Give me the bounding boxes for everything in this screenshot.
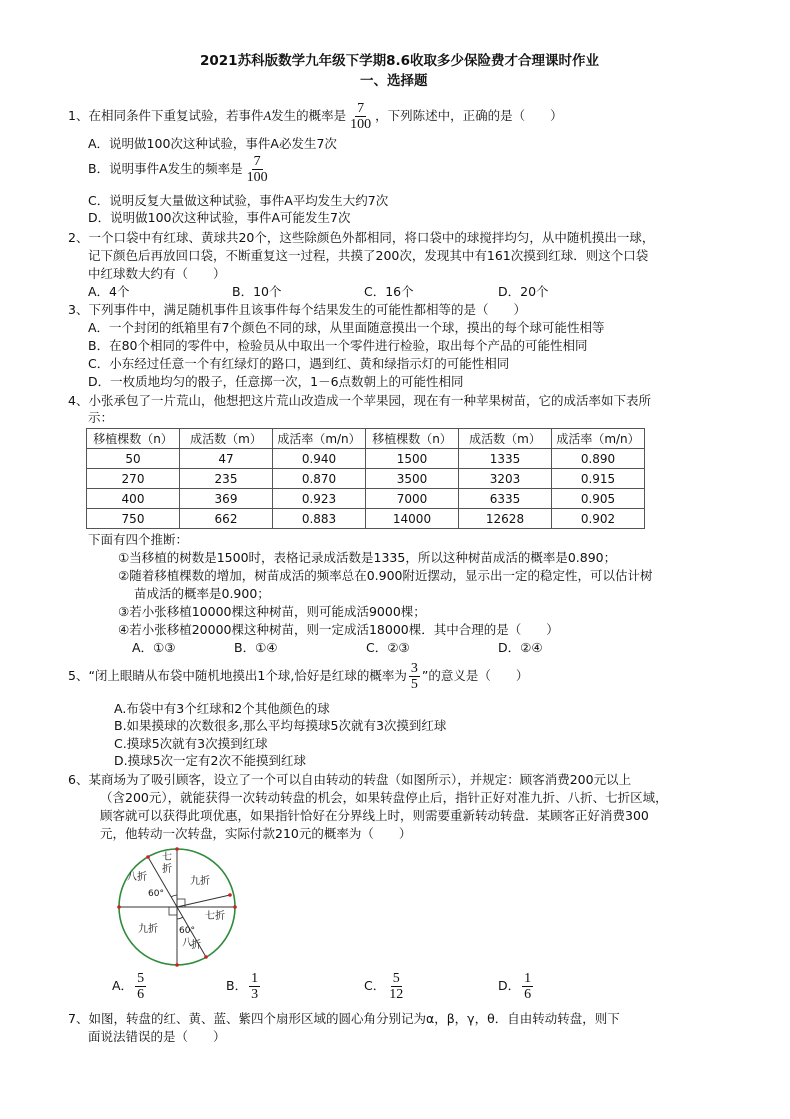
q4-option-a: A．①③	[132, 640, 176, 655]
boundary-point	[204, 955, 208, 959]
table-cell: 400	[87, 489, 180, 509]
q4-option-d: D．②④	[498, 640, 543, 655]
question-2-line-1: 2、一个口袋中有红球、黄球共20个，这些除颜色外都相同，将口袋中的球搅拌均匀，从中随机摸出一球，	[68, 230, 655, 245]
wheel-label-ba-bottom: 折	[191, 940, 201, 951]
table-cell: 0.890	[552, 449, 645, 469]
table-row	[87, 449, 645, 469]
q4-option-c: C．②③	[366, 640, 410, 655]
table-header: 成活数（m）	[180, 429, 273, 449]
angle-arc-top	[171, 895, 177, 897]
table-cell: 50	[87, 449, 180, 469]
boundary-point	[233, 905, 237, 909]
q5-option-d: D.摸球5次一定有2次不能摸到红球	[114, 753, 307, 768]
q4-inference-2b: 苗成活的概率是0.900；	[134, 586, 270, 601]
table-cell: 369	[180, 489, 273, 509]
boundary-point	[228, 893, 232, 897]
question-5-stem: 5、“闭上眼睛从布袋中随机地摸出1个球,恰好是红球的概率为 $\frac{3}{5}$ ”的意义是（ ）	[68, 661, 529, 692]
table-cell: 0.870	[273, 469, 366, 489]
q3-option-c: C．小东经过任意一个有红绿灯的路口，遇到红、黄和绿指示灯的可能性相同	[88, 356, 510, 371]
q5-fraction: $\frac{3}{5}$	[410, 661, 418, 692]
boundary-point	[175, 847, 179, 851]
q6-option-d: D． $\frac{1}{6}$	[498, 971, 532, 1002]
q2-option-b: B．10个	[232, 284, 282, 299]
question-7-line-1: 7、如图，转盘的红、黄、蓝、紫四个扇形区域的圆心角分别记为α，β，γ，θ．自由转动转盘，则下	[68, 1011, 620, 1026]
table-header-row	[87, 429, 645, 449]
q1-option-b: B．说明事件A发生的频率是 $\frac{7}{100}$	[88, 154, 268, 185]
boundary-point	[175, 963, 179, 967]
table-header: 成活率（m/n）	[273, 429, 366, 449]
q4-inference-4: ④若小张移植20000棵这种树苗，则一定成活18000棵．其中合理的是（ ）	[118, 622, 559, 637]
table-cell: 6335	[459, 489, 552, 509]
question-6-line-1: 6、某商场为了吸引顾客，设立了一个可以自由转动的转盘（如图所示），并规定：顾客消费200元以上	[68, 772, 632, 787]
wheel-label-ba-bottom: 八	[182, 938, 192, 949]
q5-option-b: B.如果摸球的次数很多,那么平均每摸球5次就有3次摸到红球	[114, 718, 447, 733]
q3-option-b: B．在80个相同的零件中，检验员从中取出一个零件进行检验，取出每个产品的可能性相同	[88, 338, 588, 353]
section-heading: 一、选择题	[360, 73, 428, 89]
table-cell: 1335	[459, 449, 552, 469]
q4-inference-2a: ②随着移植棵数的增加，树苗成活的频率总在0.900附近摆动，显示出一定的稳定性，可以估计树	[118, 568, 653, 583]
boundary-point	[117, 905, 121, 909]
table-row	[87, 489, 645, 509]
table-cell: 14000	[366, 509, 459, 529]
table-row	[87, 469, 645, 489]
wheel-label-qi-top: 折	[162, 864, 172, 875]
q5-option-c: C.摸球5次就有3次摸到红球	[114, 736, 268, 751]
table-cell: 0.923	[273, 489, 366, 509]
table-header: 成活数（m）	[459, 429, 552, 449]
q2-option-c: C．16个	[364, 284, 414, 299]
q6-option-c-fraction: $\frac{5}{12}$	[389, 971, 404, 1002]
discount-wheel-figure	[112, 842, 242, 972]
angle-arc-bottom	[177, 917, 183, 919]
table-cell: 662	[180, 509, 273, 529]
wheel-label-qi-top: 七	[162, 852, 172, 863]
q1-fraction: $\frac{7}{100}$	[350, 101, 372, 132]
table-cell: 0.883	[273, 509, 366, 529]
question-4-line-1: 4、小张承包了一片荒山，他想把这片荒山改造成一个苹果园，现在有一种苹果树苗，它的成活率如下表所	[68, 393, 651, 408]
q3-option-a: A．一个封闭的纸箱里有7个颜色不同的球，从里面随意摸出一个球，摸出的每个球可能性相等	[88, 320, 605, 335]
q6-option-b: B． $\frac{1}{3}$	[226, 971, 259, 1002]
wheel-label-qi-right: 七折	[205, 911, 225, 922]
q2-option-d: D．20个	[498, 284, 549, 299]
wheel-label-ba-left: 八折	[127, 872, 147, 883]
wheel-label-jiu-left: 九折	[138, 924, 158, 935]
question-4-line-2: 示：	[88, 410, 114, 425]
q4-inference-3: ③若小张移植10000棵这种树苗，则可能成活9000棵；	[118, 604, 426, 619]
question-7-line-2: 面说法错误的是（ ）	[88, 1029, 226, 1044]
q1-option-c: C．说明反复大量做这种试验，事件A平均发生大约7次	[88, 193, 389, 208]
table-cell: 3203	[459, 469, 552, 489]
q1-option-b-fraction: $\frac{7}{100}$	[246, 154, 268, 185]
question-6-line-2: （含200元），就能获得一次转动转盘的机会，如果转盘停止后，指针正好对准九折、八折、七折区域，	[100, 790, 668, 805]
question-2-line-3: 中红球数大约有（ ）	[88, 266, 226, 281]
wheel-label-angle-top: 60°	[148, 889, 164, 899]
q1-option-a: A．说明做100次这种试验，事件A必发生7次	[88, 136, 337, 151]
q1-option-d: D．说明做100次这种试验，事件A可能发生7次	[88, 210, 351, 225]
table-cell: 0.902	[552, 509, 645, 529]
table-cell: 1500	[366, 449, 459, 469]
question-3-stem: 3、下列事件中，满足随机事件且该事件每个结果发生的可能性都相等的是（ ）	[68, 302, 526, 317]
survival-rate-table	[86, 428, 645, 529]
boundary-point	[146, 855, 150, 859]
table-cell: 235	[180, 469, 273, 489]
question-6-line-3: 顾客就可以获得此项优惠，如果指针恰好在分界线上时，则需要重新转动转盘．某顾客正好消费300	[100, 808, 649, 823]
q6-option-d-fraction: $\frac{1}{6}$	[524, 971, 532, 1002]
table-cell: 12628	[459, 509, 552, 529]
table-header: 移植棵数（n）	[87, 429, 180, 449]
q4-inference-1: ①当移植的树数是1500时，表格记录成活数是1335，所以这种树苗成活的概率是0.890；	[118, 550, 617, 565]
table-cell: 0.905	[552, 489, 645, 509]
table-cell: 7000	[366, 489, 459, 509]
table-cell: 47	[180, 449, 273, 469]
table-cell: 3500	[366, 469, 459, 489]
q4-option-b: B．①④	[234, 640, 278, 655]
table-header: 移植棵数（n）	[366, 429, 459, 449]
table-cell: 750	[87, 509, 180, 529]
q6-option-a-fraction: $\frac{5}{6}$	[137, 971, 145, 1002]
question-2-line-2: 记下颜色后再放回口袋，不断重复这一过程，共摸了200次，发现其中有161次摸到红球．则这个口袋	[88, 248, 649, 263]
table-cell: 0.915	[552, 469, 645, 489]
question-6-line-4: 元，他转动一次转盘，实际付款210元的概率为（ ）	[100, 826, 412, 841]
q5-option-a: A.布袋中有3个红球和2个其他颜色的球	[114, 701, 330, 716]
q4-after-table: 下面有四个推断：	[88, 532, 189, 547]
q6-option-b-fraction: $\frac{1}{3}$	[251, 971, 259, 1002]
table-cell: 270	[87, 469, 180, 489]
table-header: 成活率（m/n）	[552, 429, 645, 449]
question-1-stem: 1、在相同条件下重复试验，若事件A发生的概率是 $\frac{7}{100}$ ，下列陈述中，正确的是（ ）	[68, 101, 563, 132]
q6-option-c: C． $\frac{5}{12}$	[364, 971, 404, 1002]
q6-option-a: A． $\frac{5}{6}$	[112, 971, 145, 1002]
page-title: 2021苏科版数学九年级下学期8.6收取多少保险费才合理课时作业	[200, 53, 599, 69]
table-cell: 0.940	[273, 449, 366, 469]
wheel-label-jiu-right: 九折	[190, 876, 210, 887]
q3-option-d: D．一枚质地均匀的骰子，任意掷一次，1－6点数朝上的可能性相同	[88, 374, 464, 389]
right-angle-mark	[169, 907, 177, 915]
wheel-label-angle-bottom: 60°	[179, 926, 195, 936]
q2-option-a: A．4个	[88, 284, 130, 299]
table-row	[87, 509, 645, 529]
